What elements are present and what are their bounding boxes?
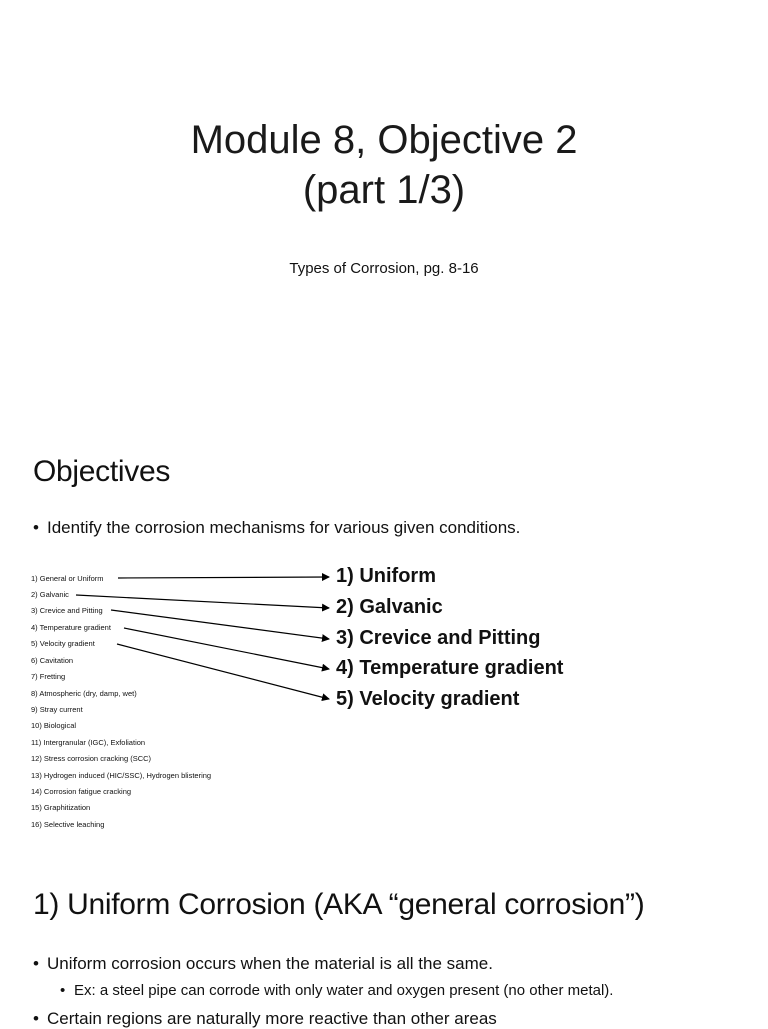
uniform-bullet-1-text: Uniform corrosion occurs when the material is all the same. bbox=[47, 954, 493, 973]
objectives-heading: Objectives bbox=[33, 455, 171, 488]
bullet-dot: • bbox=[60, 982, 66, 999]
corrosion-type-item: 10) Biological bbox=[31, 721, 77, 730]
arrow-crevice bbox=[111, 610, 329, 639]
bullet-dot: • bbox=[33, 1009, 39, 1028]
uniform-bullet-1 bbox=[33, 954, 493, 974]
corrosion-type-item: 16) Selective leaching bbox=[31, 820, 105, 829]
uniform-sub-bullet bbox=[60, 982, 613, 999]
selected-type-1: 1) Uniform bbox=[336, 565, 436, 587]
corrosion-type-item: 11) Intergranular (IGC), Exfoliation bbox=[31, 738, 146, 747]
arrow-uniform bbox=[118, 577, 329, 578]
selected-type-5: 5) Velocity gradient bbox=[336, 688, 520, 710]
corrosion-type-item: 13) Hydrogen induced (HIC/SSC), Hydrogen blistering bbox=[31, 771, 212, 780]
arrow-galvanic bbox=[76, 595, 329, 608]
uniform-sub-bullet-text: Ex: a steel pipe can corrode with only water and oxygen present (no other metal). bbox=[74, 982, 614, 999]
uniform-bullet-2 bbox=[33, 1009, 497, 1029]
corrosion-type-item: 14) Corrosion fatigue cracking bbox=[31, 787, 132, 796]
corrosion-type-item: 3) Crevice and Pitting bbox=[31, 606, 103, 615]
corrosion-type-item: 1) General or Uniform bbox=[31, 574, 104, 583]
corrosion-type-item: 12) Stress corrosion cracking (SCC) bbox=[31, 754, 152, 763]
corrosion-type-item: 6) Cavitation bbox=[31, 656, 74, 665]
bullet-dot: • bbox=[33, 518, 39, 537]
objective-bullet-text: Identify the corrosion mechanisms for various given conditions. bbox=[47, 518, 521, 537]
slide-title-line1: Module 8, Objective 2 bbox=[190, 118, 578, 162]
slide-subtitle: Types of Corrosion, pg. 8-16 bbox=[289, 260, 479, 277]
selected-type-2: 2) Galvanic bbox=[336, 596, 443, 618]
corrosion-type-item: 8) Atmospheric (dry, damp, wet) bbox=[31, 689, 137, 698]
bullet-dot: • bbox=[33, 954, 39, 973]
corrosion-type-item: 9) Stray current bbox=[31, 705, 83, 714]
uniform-bullet-2-text: Certain regions are naturally more reactive than other areas bbox=[47, 1009, 497, 1028]
selected-type-4: 4) Temperature gradient bbox=[336, 657, 564, 679]
selected-type-3: 3) Crevice and Pitting bbox=[336, 627, 541, 649]
slide-title-line2: (part 1/3) bbox=[302, 168, 466, 212]
corrosion-type-item: 7) Fretting bbox=[31, 672, 66, 681]
uniform-corrosion-heading: 1) Uniform Corrosion (AKA “general corrosion”) bbox=[33, 888, 645, 921]
corrosion-type-item: 5) Velocity gradient bbox=[31, 639, 95, 648]
corrosion-type-item: 2) Galvanic bbox=[31, 590, 69, 599]
corrosion-type-item: 4) Temperature gradient bbox=[31, 623, 111, 632]
arrow-velocity bbox=[117, 644, 329, 699]
arrow-temperature bbox=[124, 628, 329, 669]
corrosion-type-item: 15) Graphitization bbox=[31, 803, 91, 812]
